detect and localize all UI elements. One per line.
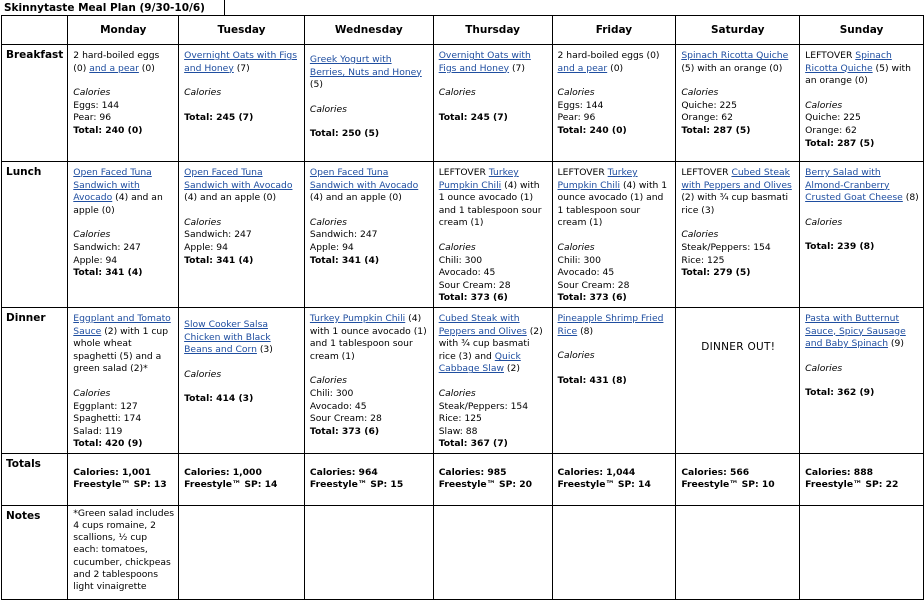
totals-tuesday: Calories: 1,000 Freestyle™ SP: 14 — [179, 453, 305, 505]
calories-label: Calories — [438, 241, 476, 253]
breakfast-thursday: Overnight Oats with Figs and Honey (7) Calories Total: 245 (7) — [433, 45, 552, 162]
notes-sunday — [800, 505, 924, 599]
calories-label: Calories — [681, 229, 719, 241]
day-header: Friday — [552, 16, 676, 45]
row-header-breakfast: Breakfast — [2, 45, 68, 162]
meal-total: Total: 250 (5) — [309, 128, 380, 140]
recipe-link[interactable]: Greek Yogurt with Berries, Nuts and Honey — [309, 54, 422, 78]
totals-monday: Calories: 1,001 Freestyle™ SP: 13 — [68, 453, 179, 505]
notes-thursday — [433, 505, 552, 599]
notes-monday: *Green salad includes 4 cups romaine, 2 scallions, ½ cup each: tomatoes, cucumber, chickpeas and 2 tablespoons light vinaigrette — [68, 505, 179, 599]
recipe-link[interactable]: Quick Cabbage Slaw — [438, 350, 521, 375]
meal-total: Total: 287 (5) — [805, 137, 875, 149]
calories-label: Calories — [309, 375, 347, 387]
recipe-link[interactable]: Berry Salad with Almond-Cranberry Crusted Goat Cheese — [805, 167, 903, 204]
calories-label: Calories — [73, 87, 111, 99]
notes-friday — [552, 505, 676, 599]
row-header-notes: Notes — [2, 505, 68, 599]
totals-saturday: Calories: 566 Freestyle™ SP: 10 — [676, 453, 800, 505]
lunch-thursday: LEFTOVER Turkey Pumpkin Chili (4) with 1 ounce avocado (1) and 1 tablespoon sour cream (1) Calories Chili: 300 Avocado: 45 Sour Cream: 28 Total: 373 (6) — [433, 162, 552, 308]
breakfast-sunday: LEFTOVER Spinach Ricotta Quiche (5) with an orange (0) Calories Quiche: 225 Orange: 62 Total: 287 (5) — [800, 45, 924, 162]
totals-thursday: Calories: 985 Freestyle™ SP: 20 — [433, 453, 552, 505]
recipe-link[interactable]: Turkey Pumpkin Chili — [438, 167, 519, 191]
notes-wednesday — [304, 505, 433, 599]
calories-label: Calories — [438, 87, 476, 99]
recipe-link[interactable]: Turkey Pumpkin Chili — [557, 167, 638, 191]
dinner-out-text: DINNER OUT! — [701, 340, 776, 353]
meal-total: Total: 240 (0) — [557, 124, 627, 136]
calories-label: Calories — [184, 87, 222, 99]
recipe-link[interactable]: Cubed Steak with Peppers and Olives — [681, 167, 792, 191]
dinner-monday: Eggplant and Tomato Sauce (2) with 1 cup whole wheat spaghetti (5) and a green salad (2)* Calories Eggplant: 127 Spaghetti: 174 Salad: 119 Total: 420 (9) — [68, 307, 179, 453]
totals-sunday: Calories: 888 Freestyle™ SP: 22 — [800, 453, 924, 505]
meal-total: Total: 240 (0) — [73, 124, 143, 136]
meal-total: Total: 367 (7) — [438, 438, 508, 450]
meal-total: Total: 279 (5) — [681, 267, 751, 279]
lunch-sunday: Berry Salad with Almond-Cranberry Crusted Goat Cheese (8) Calories Total: 239 (8) — [800, 162, 924, 308]
meal-total: Total: 373 (6) — [557, 292, 627, 304]
dinner-sunday: Pasta with Butternut Sauce, Spicy Sausage and Baby Spinach (9) Calories Total: 362 (9) — [800, 307, 924, 453]
calories-label: Calories — [73, 229, 111, 241]
lunch-saturday: LEFTOVER Cubed Steak with Peppers and Olives (2) with ¾ cup basmati rice (3) Calories Steak/Peppers: 154 Rice: 125 Total: 279 (5) — [676, 162, 800, 308]
calories-label: Calories — [805, 362, 843, 374]
breakfast-saturday: Spinach Ricotta Quiche (5) with an orange (0) Calories Quiche: 225 Orange: 62 Total: 287 (5) — [676, 45, 800, 162]
calories-label: Calories — [309, 216, 347, 228]
row-header-lunch: Lunch — [2, 162, 68, 308]
breakfast-wednesday: Greek Yogurt with Berries, Nuts and Honey (5) Calories Total: 250 (5) — [304, 45, 433, 162]
meal-total: Total: 431 (8) — [557, 374, 627, 386]
day-header: Wednesday — [304, 16, 433, 45]
recipe-link[interactable]: Spinach Ricotta Quiche — [805, 50, 892, 74]
breakfast-friday: 2 hard-boiled eggs (0) and a pear (0) Calories Eggs: 144 Pear: 96 Total: 240 (0) — [552, 45, 676, 162]
meal-total: Total: 245 (7) — [438, 111, 508, 123]
recipe-link[interactable]: Open Faced Tuna Sandwich with Avocado — [309, 167, 419, 191]
meal-total: Total: 341 (4) — [309, 254, 380, 266]
calories-label: Calories — [557, 87, 595, 99]
notes-tuesday — [179, 505, 305, 599]
calories-label: Calories — [681, 87, 719, 99]
lunch-tuesday: Open Faced Tuna Sandwich with Avocado (4) and an apple (0) Calories Sandwich: 247 Apple: 94 Total: 341 (4) — [179, 162, 305, 308]
calories-label: Calories — [557, 241, 595, 253]
meal-plan-table — [1, 15, 924, 600]
calories-label: Calories — [805, 99, 843, 111]
day-header: Thursday — [433, 16, 552, 45]
totals-friday: Calories: 1,044 Freestyle™ SP: 14 — [552, 453, 676, 505]
row-header-dinner: Dinner — [2, 307, 68, 453]
recipe-link[interactable]: Overnight Oats with Figs and Honey — [184, 50, 297, 74]
recipe-link[interactable]: and a pear — [89, 62, 139, 74]
calories-label: Calories — [557, 350, 595, 362]
day-header: Tuesday — [179, 16, 305, 45]
recipe-link[interactable]: Cubed Steak with Peppers and Olives — [438, 312, 527, 337]
recipe-link[interactable]: Overnight Oats with Figs and Honey — [438, 50, 531, 74]
recipe-link[interactable]: Slow Cooker Salsa Chicken with Black Beans and Corn — [184, 318, 271, 356]
recipe-link[interactable]: Eggplant and Tomato Sauce — [73, 312, 171, 337]
meal-total: Total: 414 (3) — [184, 393, 254, 405]
meal-total: Total: 341 (4) — [73, 267, 143, 279]
meal-total: Total: 420 (9) — [73, 438, 143, 450]
row-header-totals: Totals — [2, 453, 68, 505]
calories-label: Calories — [73, 387, 111, 399]
recipe-link[interactable]: Pineapple Shrimp Fried Rice — [557, 312, 664, 337]
meal-total: Total: 287 (5) — [681, 124, 751, 136]
calories-label: Calories — [309, 103, 347, 115]
calories-label: Calories — [438, 387, 476, 399]
lunch-wednesday: Open Faced Tuna Sandwich with Avocado (4) and an apple (0) Calories Sandwich: 247 Apple: 94 Total: 341 (4) — [304, 162, 433, 308]
day-header: Monday — [68, 16, 179, 45]
meal-total: Total: 373 (6) — [309, 425, 380, 437]
breakfast-tuesday: Overnight Oats with Figs and Honey (7) Calories Total: 245 (7) — [179, 45, 305, 162]
meal-total: Total: 245 (7) — [184, 111, 254, 123]
calories-label: Calories — [184, 368, 222, 380]
breakfast-monday: 2 hard-boiled eggs (0) and a pear (0) Calories Eggs: 144 Pear: 96 Total: 240 (0) — [68, 45, 179, 162]
dinner-thursday: Cubed Steak with Peppers and Olives (2) with ¾ cup basmati rice (3) and Quick Cabbage Slaw (2) Calories Steak/Peppers: 154 Rice: 125 Slaw: 88 Total: 367 (7) — [433, 307, 552, 453]
calories-label: Calories — [184, 216, 222, 228]
recipe-link[interactable]: and a pear — [557, 62, 608, 74]
day-header: Sunday — [800, 16, 924, 45]
meal-total: Total: 239 (8) — [805, 241, 875, 253]
dinner-wednesday: Turkey Pumpkin Chili (4) with 1 ounce avocado (1) and 1 tablespoon sour cream (1) Calories Chili: 300 Avocado: 45 Sour Cream: 28 Total: 373 (6) — [304, 307, 433, 453]
meal-total: Total: 362 (9) — [805, 387, 875, 399]
dinner-friday: Pineapple Shrimp Fried Rice (8) Calories Total: 431 (8) — [552, 307, 676, 453]
recipe-link[interactable]: Spinach Ricotta Quiche — [681, 50, 789, 61]
notes-saturday — [676, 505, 800, 599]
dinner-saturday — [676, 307, 800, 453]
meal-total: Total: 373 (6) — [438, 292, 508, 304]
corner-cell — [2, 16, 68, 45]
lunch-monday: Open Faced Tuna Sandwich with Avocado (4) and an apple (0) Calories Sandwich: 247 Apple: 94 Total: 341 (4) — [68, 162, 179, 308]
totals-wednesday: Calories: 964 Freestyle™ SP: 15 — [304, 453, 433, 505]
day-header: Saturday — [676, 16, 800, 45]
recipe-link[interactable]: Pasta with Butternut Sauce, Spicy Sausage and Baby Spinach — [805, 312, 906, 350]
recipe-link[interactable]: Open Faced Tuna Sandwich with Avocado — [184, 167, 293, 191]
recipe-link[interactable]: Turkey Pumpkin Chili — [309, 312, 406, 324]
calories-label: Calories — [805, 216, 843, 228]
title-divider — [224, 0, 225, 16]
meal-total: Total: 341 (4) — [184, 254, 254, 266]
page-title: Skinnytaste Meal Plan (9/30-10/6) — [4, 2, 205, 14]
dinner-tuesday: Slow Cooker Salsa Chicken with Black Beans and Corn (3) Calories Total: 414 (3) — [179, 307, 305, 453]
lunch-friday: LEFTOVER Turkey Pumpkin Chili (4) with 1 ounce avocado (1) and 1 tablespoon sour cream (1) Calories Chili: 300 Avocado: 45 Sour Cream: 28 Total: 373 (6) — [552, 162, 676, 308]
recipe-link[interactable]: Open Faced Tuna Sandwich with Avocado — [73, 167, 152, 204]
